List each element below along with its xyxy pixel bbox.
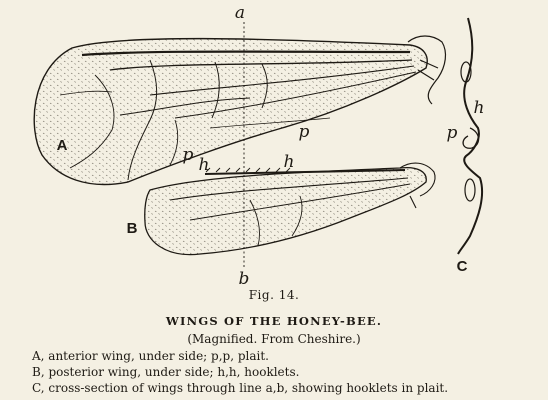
posterior-wing-b (145, 163, 435, 254)
label-plait-a-inner: p (298, 122, 310, 142)
anterior-wing-a (34, 36, 445, 184)
caption-line: A, anterior wing, under side; p,p, plait. (32, 349, 269, 363)
label-wing-b: B (126, 220, 138, 237)
label-plait-c: p (446, 123, 458, 143)
label-section-c: C (456, 258, 468, 275)
label-line-bottom: b (238, 269, 250, 289)
label-plait-a-edge: p (182, 145, 194, 165)
caption-line: C, cross-section of wings through line a,b, showing hooklets in plait. (32, 381, 449, 395)
figure-subtitle: (Magnified. From Cheshire.) (187, 332, 361, 346)
label-line-top: a (234, 3, 246, 23)
cross-section-c (458, 18, 482, 254)
label-wing-a: A (56, 137, 68, 154)
label-hook-2: h (283, 152, 295, 172)
label-hook-c: h (473, 98, 485, 118)
label-hook-1: h (198, 155, 210, 175)
figure-title: WINGS OF THE HONEY-BEE. (165, 314, 383, 328)
figure-number: Fig. 14. (248, 288, 300, 302)
caption-line: B, posterior wing, under side; h,h, hooklets. (32, 365, 300, 379)
